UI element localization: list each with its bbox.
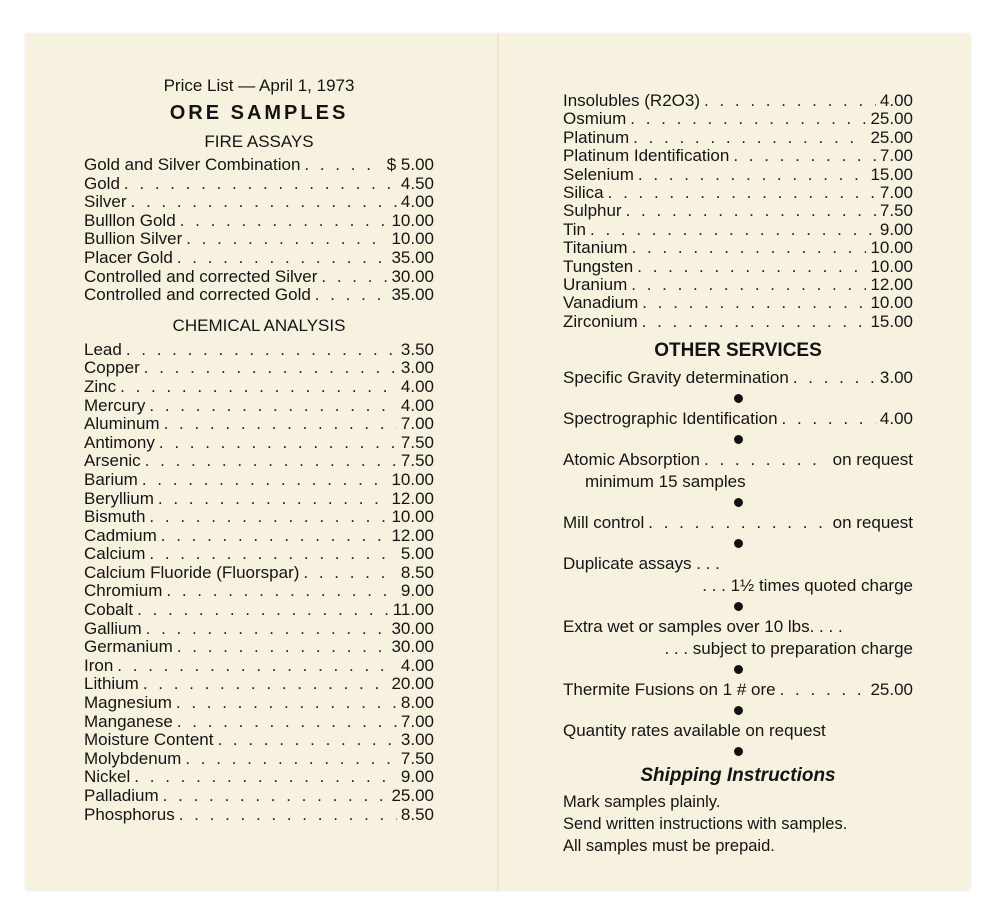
item-price: 30.00 [391,266,434,286]
leader-dots [163,787,388,806]
bullet-separator [734,747,743,756]
leader-dots [638,166,867,184]
price-row [563,239,913,257]
item-price: 10.00 [870,256,913,276]
leader-dots [632,239,867,257]
item-price: 30.00 [391,618,434,638]
item-price: 4.50 [400,173,434,193]
leader-dots [177,249,388,268]
item-name: Uranium [563,274,628,294]
item-price: 3.50 [400,339,434,359]
leader-dots [633,129,866,147]
service-note: minimum 15 samples [585,472,746,492]
leader-dots [704,92,876,110]
item-price: 8.50 [400,562,434,582]
item-name: Arsenic [84,451,141,471]
price-row [84,787,434,806]
other-services-list [563,367,913,756]
leader-dots [149,508,387,527]
item-price: 10.00 [391,210,434,230]
leader-dots [186,230,387,249]
item-price: 35.00 [391,247,434,267]
price-row [563,221,913,239]
item-name: Barium [84,469,138,489]
leader-dots [166,582,397,601]
service-specific-gravity [563,367,913,389]
leader-dots [124,175,397,194]
item-name: Gold [84,173,120,193]
item-name: Copper [84,358,140,378]
price-row [563,147,913,165]
price-row [563,166,913,184]
item-name: Lithium [84,674,139,694]
service-name: Mill control [563,513,645,533]
leader-dots [143,675,388,694]
item-price: 3.00 [400,358,434,378]
item-name: Beryllium [84,488,154,508]
item-price: 7.50 [400,748,434,768]
price-row [84,564,434,583]
leader-dots [180,212,388,231]
item-name: Nickel [84,767,131,787]
item-price: 15.00 [870,164,913,184]
price-row [563,110,913,128]
leader-dots [137,601,389,620]
item-price: 7.00 [879,146,913,166]
price-row [84,230,434,249]
item-name: Silica [563,182,604,202]
leader-dots [176,694,397,713]
item-name: Platinum Identification [563,146,730,166]
price-row [563,276,913,294]
price-row [84,268,434,287]
price-row [84,731,434,750]
service-quantity-rates: Quantity rates available on request [563,721,826,741]
item-name: Bulllon Gold [84,210,176,230]
service-note: . . . subject to preparation charge [664,639,913,659]
leader-dots [733,147,876,165]
item-name: Insolubles (R2O3) [563,91,701,110]
price-row [84,620,434,639]
service-price: 25.00 [870,680,913,700]
service-atomic-absorption [563,449,913,471]
item-price: 9.00 [400,767,434,787]
service-price: 4.00 [879,409,913,429]
item-name: Calcium [84,544,146,564]
item-name: Cadmium [84,525,157,545]
item-name: Gallium [84,618,142,638]
leader-dots [304,156,382,175]
price-row [84,434,434,453]
price-row [84,582,434,601]
leader-dots [608,184,876,202]
price-row [84,713,434,732]
right-panel [563,92,913,857]
price-row [84,175,434,194]
item-price: 7.50 [400,451,434,471]
bullet-separator [734,498,743,507]
item-price: 11.00 [392,600,434,620]
price-row [84,527,434,546]
fire-assays-list [84,156,434,305]
other-services-heading: OTHER SERVICES [654,340,822,362]
item-name: Cobalt [84,600,134,620]
leader-dots [142,471,388,490]
price-row [84,750,434,769]
item-name: Calcium Fluoride (Fluorspar) [84,562,300,582]
item-price: 35.00 [391,285,434,305]
bullet-separator [734,602,743,611]
leader-dots [185,750,397,769]
item-price: 4.00 [879,91,913,110]
price-row [563,313,913,331]
service-note: . . . 1½ times quoted charge [702,576,913,596]
item-name: Iron [84,655,114,675]
item-price: 10.00 [391,229,434,249]
leader-dots [159,434,397,453]
service-mill-control [563,512,913,534]
ore-samples-title: ORE SAMPLES [169,102,349,124]
shipping-line: Mark samples plainly. [563,793,721,812]
item-name: Controlled and corrected Silver [84,266,318,286]
service-extra-wet: Extra wet or samples over 10 lbs. . . . [563,617,843,637]
item-name: Germanium [84,637,173,657]
fire-assays-heading: FIRE ASSAYS [204,132,314,151]
leader-dots [315,286,388,305]
item-price: 12.00 [391,488,434,508]
price-row [84,471,434,490]
item-price: 4.00 [400,395,434,415]
leader-dots [704,449,829,471]
center-fold [497,34,499,890]
bullet-separator [734,435,743,444]
leader-dots [782,408,876,430]
leader-dots [120,378,397,397]
item-price: 30.00 [391,637,434,657]
item-name: Platinum [563,127,630,147]
leader-dots [590,221,876,239]
chemical-analysis-list [84,341,434,824]
item-price: 8.50 [400,804,434,824]
service-name: Specific Gravity determination [563,368,789,388]
service-name: Spectrographic Identification [563,409,778,429]
item-name: Manganese [84,711,173,731]
item-price: 10.00 [870,293,913,313]
leader-dots [149,545,397,564]
item-price: 7.00 [400,414,434,434]
item-name: Mercury [84,395,146,415]
item-name: Tungsten [563,256,634,276]
leader-dots [793,367,876,389]
item-price: 10.00 [870,238,913,258]
price-row [84,212,434,231]
price-row [84,193,434,212]
item-name: Zinc [84,376,117,396]
item-name: Selenium [563,164,634,184]
item-price: 25.00 [391,786,434,805]
bullet-separator [734,706,743,715]
item-price: 4.00 [400,192,434,212]
leader-dots [637,258,866,276]
leader-dots [780,679,867,701]
item-name: Moisture Content [84,730,214,750]
item-price: 25.00 [870,127,913,147]
item-name: Vanadium [563,293,639,313]
leader-dots [131,193,397,212]
price-row [84,286,434,305]
leader-dots [177,638,388,657]
price-row [563,129,913,147]
service-price: 3.00 [879,368,913,388]
item-name: Silver [84,192,127,212]
item-price: 3.00 [400,730,434,750]
leader-dots [134,768,397,787]
leader-dots [161,527,388,546]
item-price: 15.00 [870,311,913,331]
item-name: Antimony [84,432,155,452]
price-row [84,508,434,527]
bullet-separator [734,665,743,674]
price-row [84,359,434,378]
item-price: 5.00 [400,544,434,564]
price-row [84,156,434,175]
price-row [84,378,434,397]
item-name: Zirconium [563,311,638,331]
item-name: Chromium [84,581,163,601]
leader-dots [149,397,397,416]
item-price: 4.00 [400,655,434,675]
leader-dots [144,359,397,378]
item-name: Gold and Silver Combination [84,155,301,174]
item-price: 12.00 [391,525,434,545]
item-name: Phosphorus [84,804,175,824]
price-row [563,202,913,220]
item-price: 7.50 [400,432,434,452]
item-name: Magnesium [84,693,172,713]
shipping-line: All samples must be prepaid. [563,837,775,856]
item-name: Molybdenum [84,748,182,768]
item-price: 10.00 [391,507,434,527]
shipping-instructions [563,791,913,857]
leader-dots [117,657,397,676]
item-price: 7.00 [400,711,434,731]
service-thermite-fusions [563,679,913,701]
price-list-date: Price List — April 1, 1973 [163,76,355,95]
item-name: Tin [563,219,586,239]
price-row [563,294,913,312]
bullet-separator [734,394,743,403]
item-price: 10.00 [391,469,434,489]
service-duplicate-assays: Duplicate assays . . . [563,554,720,574]
price-row [84,490,434,509]
price-row [84,415,434,434]
leader-dots [630,110,866,128]
price-row [84,341,434,360]
leader-dots [158,490,388,509]
item-price: 8.00 [400,693,434,713]
price-row [84,657,434,676]
item-name: Bismuth [84,507,146,527]
service-name: Thermite Fusions on 1 # ore [563,680,776,700]
item-price: $ 5.00 [386,155,434,174]
price-row [84,249,434,268]
price-row [563,258,913,276]
bullet-separator [734,539,743,548]
leader-dots [126,341,397,360]
leader-dots [642,294,866,312]
chemical-analysis-continued-list [563,92,913,331]
item-name: Sulphur [563,201,622,221]
price-row [84,638,434,657]
price-row [84,545,434,564]
price-row [84,397,434,416]
item-price: 9.00 [400,581,434,601]
chemical-analysis-heading: CHEMICAL ANALYSIS [172,315,346,335]
leader-dots [145,452,397,471]
price-row [84,768,434,787]
leader-dots [217,731,396,750]
left-panel [84,74,434,824]
price-row [84,452,434,471]
item-name: Osmium [563,109,627,129]
leader-dots [321,268,387,287]
leader-dots [642,313,867,331]
item-name: Placer Gold [84,247,173,267]
item-price: 12.00 [870,274,913,294]
item-price: 20.00 [391,674,434,694]
price-row [563,92,913,110]
service-name: Atomic Absorption [563,450,701,470]
item-name: Bullion Silver [84,229,183,249]
item-name: Aluminum [84,414,160,434]
item-name: Lead [84,339,122,359]
leader-dots [626,202,876,220]
shipping-instructions-heading: Shipping Instructions [640,765,836,787]
item-price: 7.50 [879,201,913,221]
item-name: Titanium [563,238,628,258]
leader-dots [164,415,397,434]
item-price: 9.00 [879,219,913,239]
service-spectrographic [563,408,913,430]
item-price: 4.00 [400,376,434,396]
price-row [84,806,434,825]
item-price: 25.00 [870,109,913,129]
price-row [563,184,913,202]
shipping-line: Send written instructions with samples. [563,815,848,834]
item-price: 7.00 [879,182,913,202]
leader-dots [648,512,828,534]
service-price: on request [832,513,913,533]
leader-dots [179,806,397,825]
price-row [84,694,434,713]
price-row [84,601,434,620]
service-price: on request [832,450,913,470]
leader-dots [146,620,388,639]
leader-dots [303,564,397,583]
item-name: Palladium [84,786,159,805]
leader-dots [631,276,866,294]
price-row [84,675,434,694]
leader-dots [177,713,397,732]
item-name: Controlled and corrected Gold [84,285,311,305]
